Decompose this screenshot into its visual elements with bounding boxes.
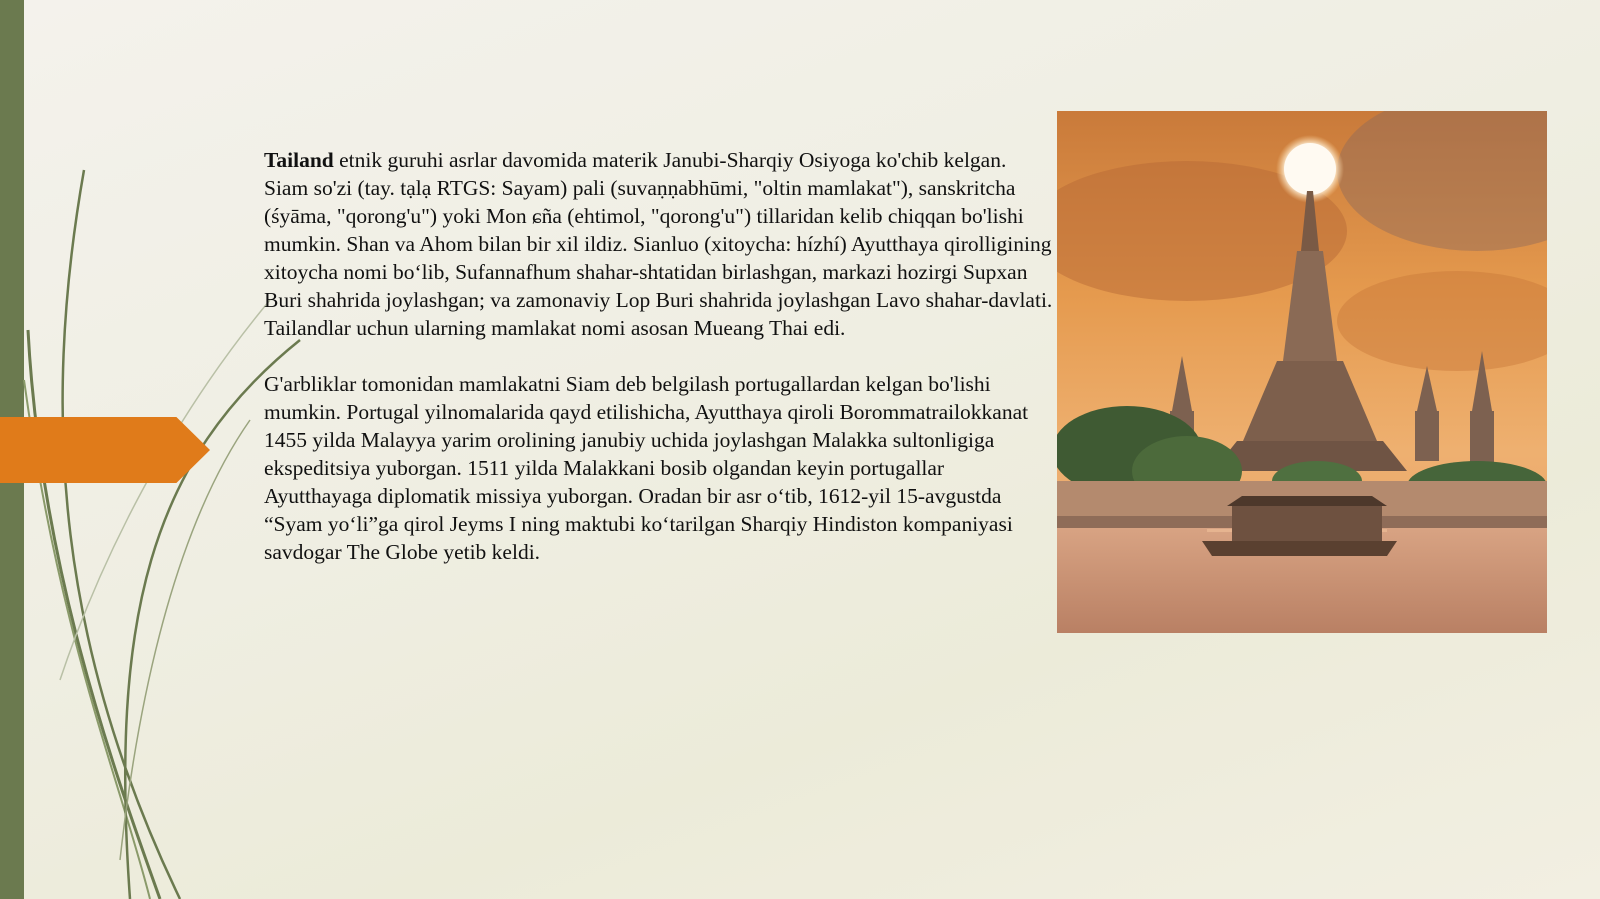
temple-photo	[1057, 111, 1547, 633]
orange-arrow-tab	[0, 417, 210, 483]
paragraph-1	[264, 146, 1054, 342]
paragraph-1-text: etnik guruhi asrlar davomida materik Janubi-Sharqiy Osiyoga ko'chib kelgan. Siam so'zi (tay. tạlạ RTGS: Sayam) pali (suvaṇṇabhūmi, "oltin mamlakat"), sanskritcha (śyāma, "qorong'u") yoki Mon ɕñа (ehtimol, "qorong'u") tillaridan kelib chiqqan bo'lishi mumkin. Shan va Ahom bilan bir xil ildiz. Sianluo (xitoycha: hízhí) Ayutthaya qirolligining xitoycha nomi bo‘lib, Sufannafhum shahar-shtatidan birlashgan, markazi hozirgi Supxan Buri shahrida joylashgan; va zamonaviy Lop Buri shahrida joylashgan Lavo shahar-davlati. Tailandlar uchun ularning mamlakat nomi asosan Mueang Thai edi.	[264, 148, 1053, 340]
slide-text	[264, 146, 1054, 566]
paragraph-1-lead: Tailand	[264, 148, 334, 172]
paragraph-2: G'arbliklar tomonidan mamlakatni Siam deb belgilash portugallardan kelgan bo'lishi mumkin. Portugal yilnomalarida qayd etilishicha, Ayutthaya qiroli Borommatrailokkanat 1455 yilda Malayya yarim orolining janubiy uchida joylashgan Malakka sultonligiga ekspeditsiya yuborgan. 1511 yilda Malakkani bosib olgandan keyin portugallar Ayutthayaga diplomatik missiya yuborgan. Oradan bir asr o‘tib, 1612-yil 15-avgustda “Syam yo‘li”ga qirol Jeyms I ning maktubi ko‘tarilgan Sharqiy Hindiston kompaniyasi savdogar The Globe yetib keldi.	[264, 372, 1029, 564]
